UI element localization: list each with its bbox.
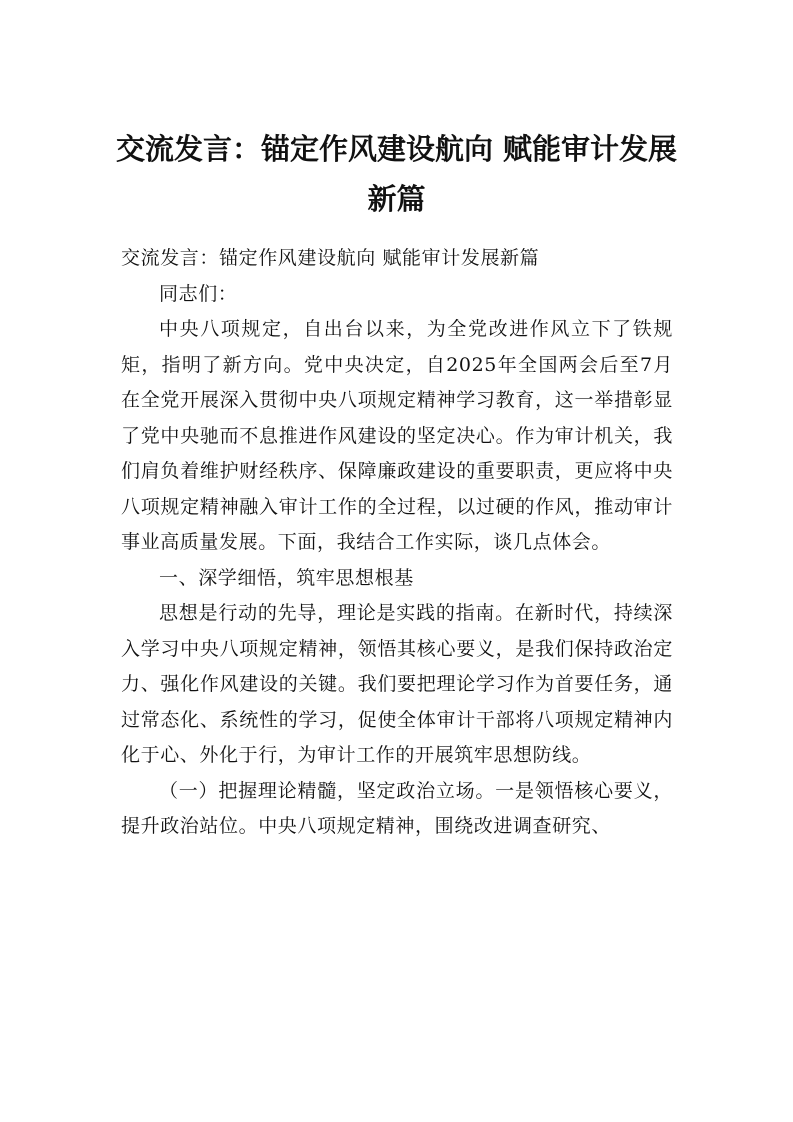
section-heading-1: 一、深学细悟，筑牢思想根基 xyxy=(159,566,414,589)
document-body xyxy=(121,241,673,845)
paragraph-section-1: 思想是行动的先导，理论是实践的指南。在新时代，持续深入学习中央八项规定精神，领悟其核心要义，是我们保持政治定力、强化作风建设的关键。我们要把理论学习作为首要任务，通过常态化、系统性的学习，促使全体审计干部将八项规定精神内化于心、外化于行，为审计工作的开展筑牢思想防线。 xyxy=(121,602,673,766)
document-title-line1: 交流发言：锚定作风建设航向 赋能审计发展 xyxy=(115,132,678,166)
salutation: 同志们： xyxy=(159,282,238,305)
document-title xyxy=(100,124,693,224)
paragraph-intro: 中央八项规定，自出台以来，为全党改进作风立下了铁规矩，指明了新方向。党中央决定，自2025年全国两会后至7月在全党开展深入贯彻中央八项规定精神学习教育，这一举措彰显了党中央驰而不息推进作风建设的坚定决心。作为审计机关，我们肩负着维护财经秩序、保障廉政建设的重要职责，更应将中央八项规定精神融入审计工作的全过程，以过硬的作风，推动审计事业高质量发展。下面，我结合工作实际，谈几点体会。 xyxy=(121,318,673,553)
document-title-line2: 新篇 xyxy=(367,182,426,216)
document-subtitle: 交流发言：锚定作风建设航向 赋能审计发展新篇 xyxy=(121,247,540,269)
paragraph-subsection-1: （一）把握理论精髓，坚定政治立场。一是领悟核心要义，提升政治站位。中央八项规定精神，围绕改进调查研究、 xyxy=(121,779,673,837)
